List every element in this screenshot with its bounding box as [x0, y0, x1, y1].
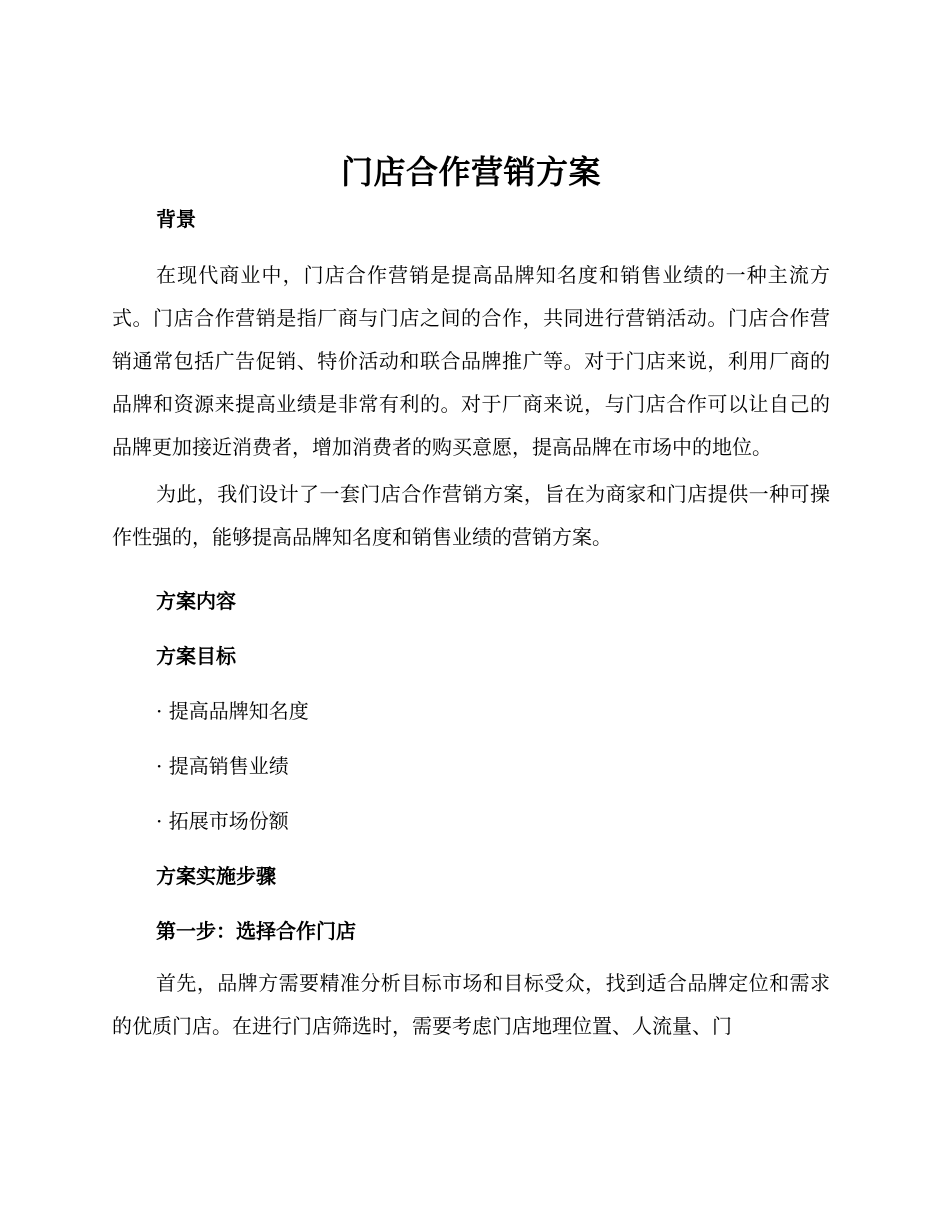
- spacer: [112, 781, 830, 806]
- paragraph: 首先，品牌方需要精准分析目标市场和目标受众，找到适合品牌定位和需求的优质门店。在进行门店筛选时，需要考虑门店地理位置、人流量、门: [112, 971, 830, 1038]
- spacer: [112, 234, 830, 254]
- spacer: [112, 559, 830, 586]
- paragraph: 为此，我们设计了一套门店合作营销方案，旨在为商家和门店提供一种可操作性强的，能够提高品牌知名度和销售业绩的营销方案。: [112, 482, 830, 549]
- goal-list-item: · 提高销售业绩: [156, 754, 289, 778]
- spacer: [112, 836, 830, 861]
- goal-list-item: · 拓展市场份额: [156, 809, 289, 833]
- section-heading-content: 方案内容: [156, 589, 236, 613]
- document-content: [112, 150, 830, 1048]
- section-heading-steps: 方案实施步骤: [156, 864, 276, 888]
- spacer: [112, 946, 830, 962]
- goal-list-item: · 提高品牌知名度: [156, 699, 309, 723]
- paragraph: 在现代商业中，门店合作营销是提高品牌知名度和销售业绩的一种主流方式。门店合作营销是指厂商与门店之间的合作，共同进行营销活动。门店合作营销通常包括广告促销、特价活动和联合品牌推广等。对于门店来说，利用厂商的品牌和资源来提高业绩是非常有利的。对于厂商来说，与门店合作可以让自己的品牌更加接近消费者，增加消费者的购买意愿，提高品牌在市场中的地位。: [112, 263, 830, 459]
- section-heading-step1: 第一步：选择合作门店: [156, 919, 356, 943]
- section-heading-goals: 方案目标: [156, 644, 236, 668]
- spacer: [112, 616, 830, 641]
- spacer: [112, 726, 830, 751]
- section-heading-background: 背景: [156, 207, 196, 231]
- spacer: [112, 891, 830, 916]
- document-title: 门店合作营销方案: [340, 153, 601, 191]
- spacer: [112, 671, 830, 696]
